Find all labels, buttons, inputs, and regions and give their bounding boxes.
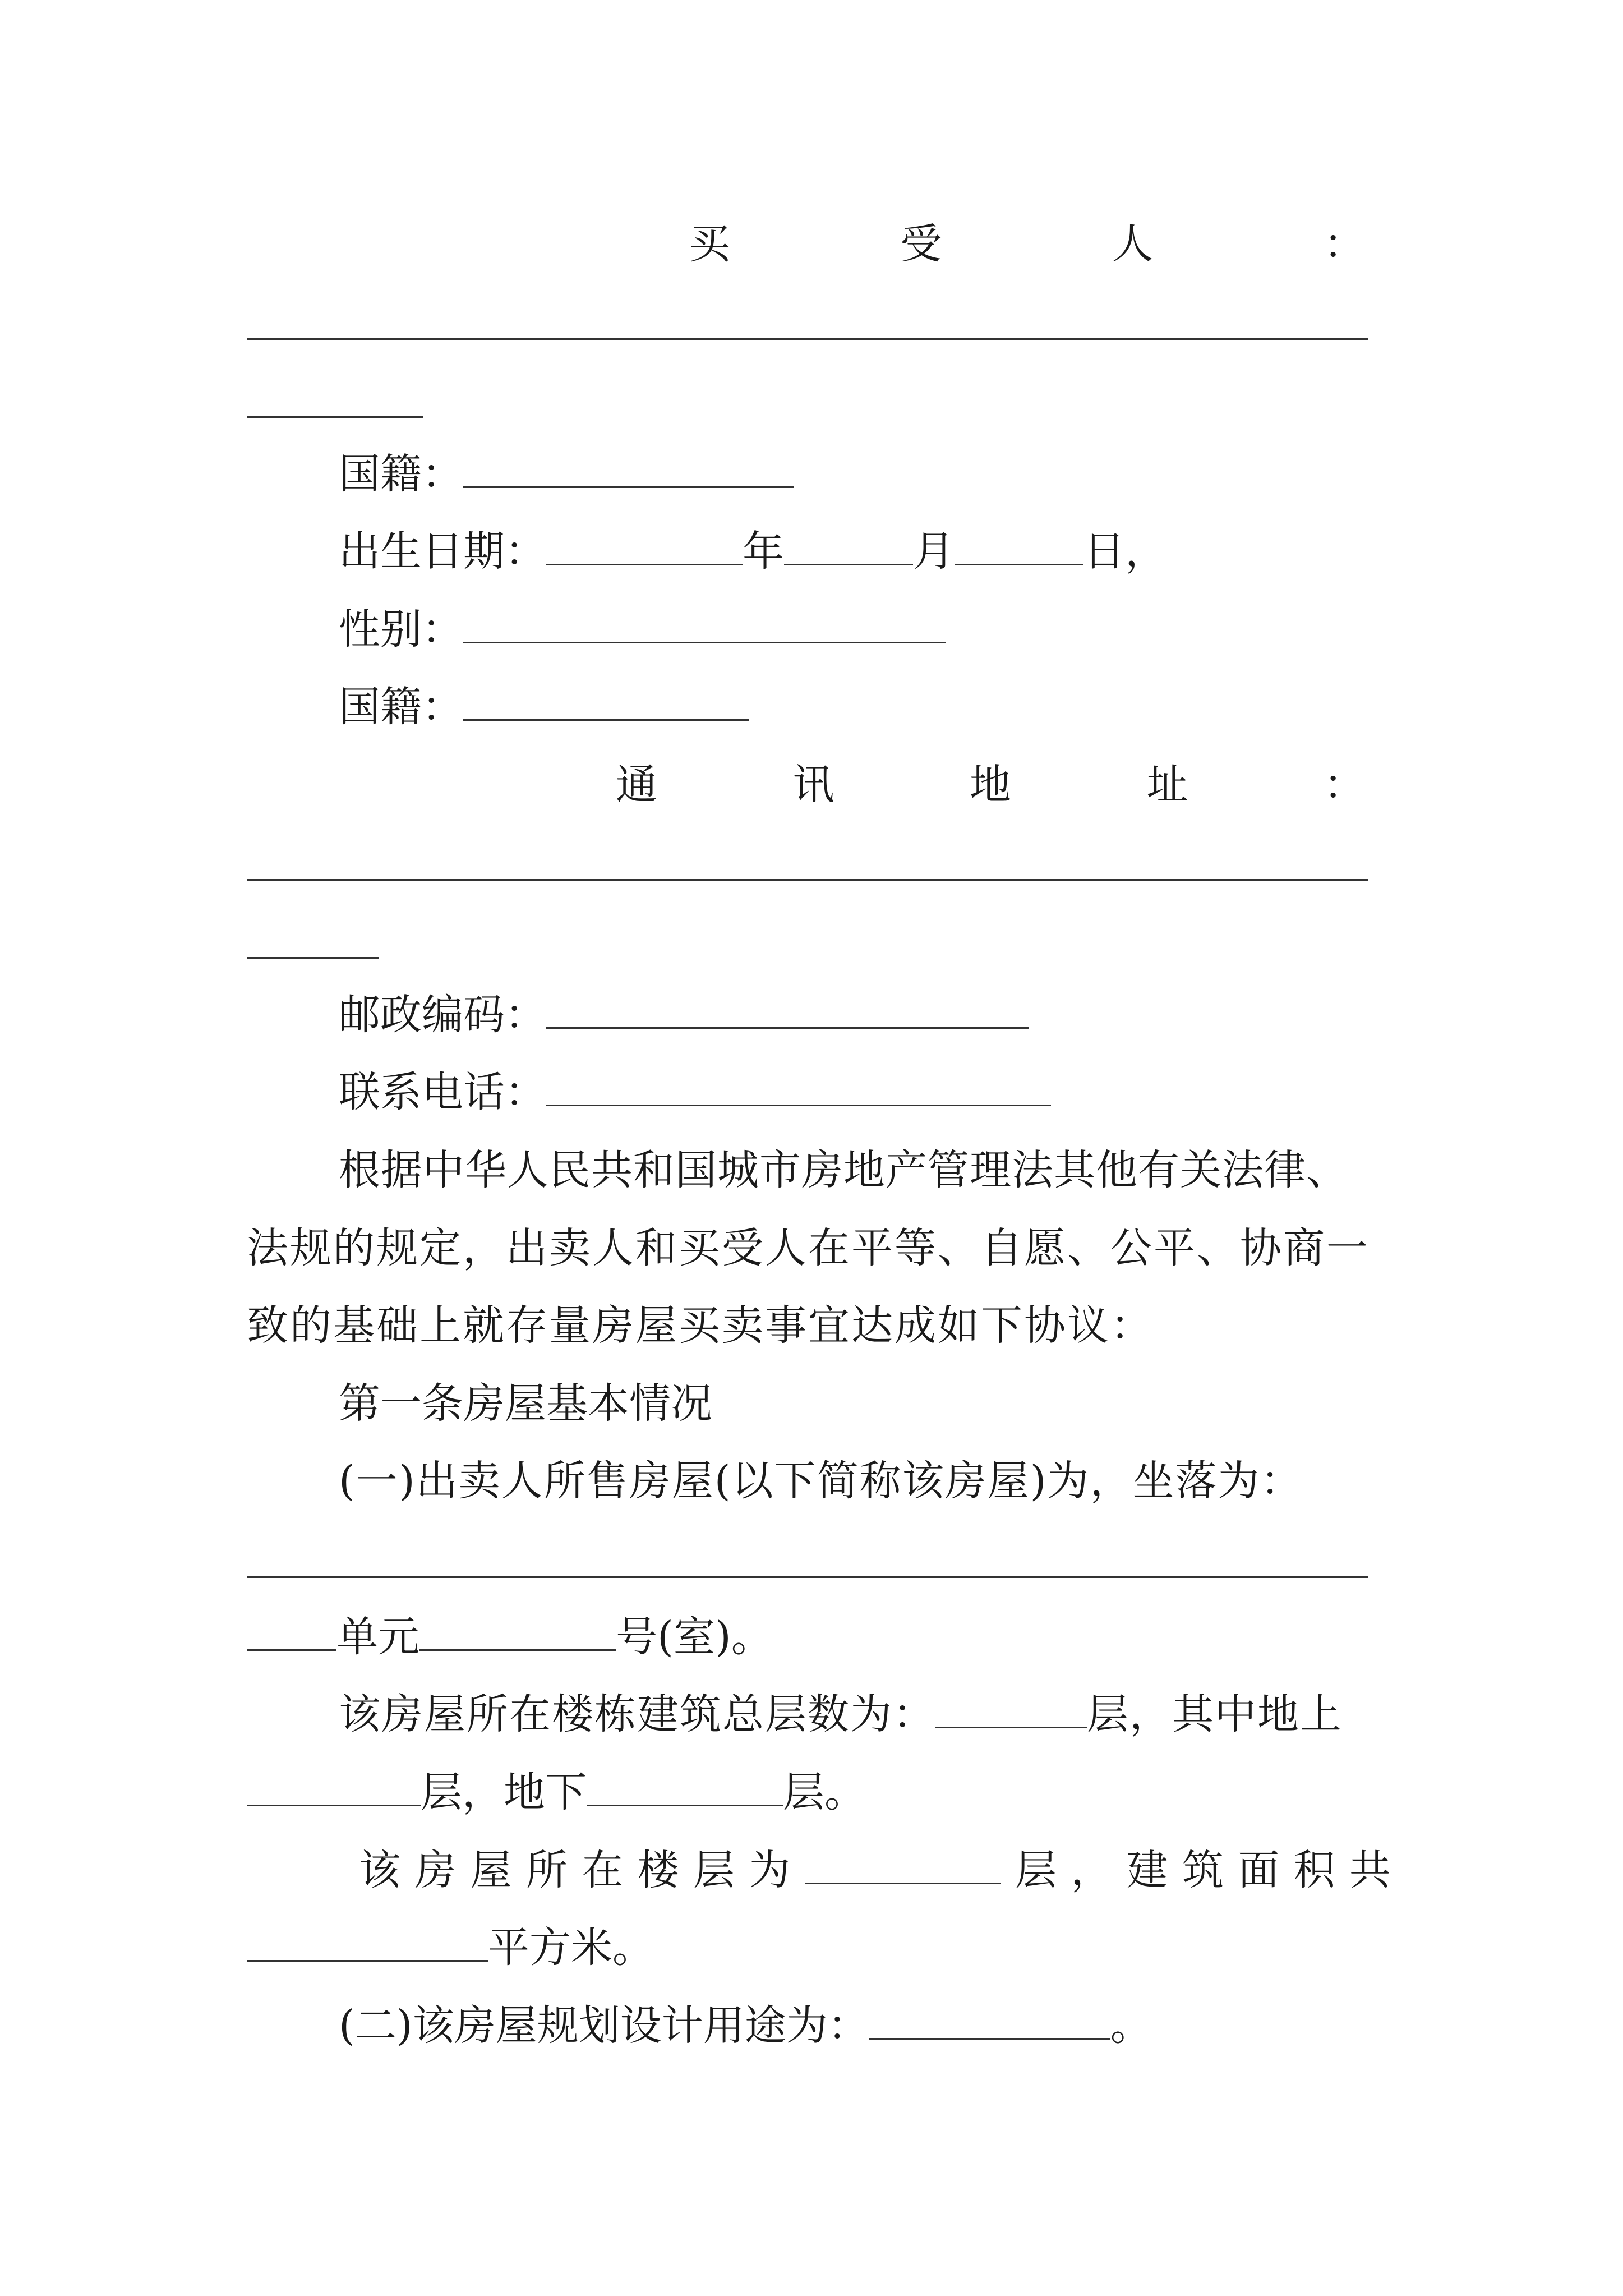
usage-suffix: 。 (1110, 2001, 1152, 2050)
area-row (247, 1920, 654, 1976)
buyer-char: 受 (900, 220, 942, 268)
floor-char: 层 (693, 1846, 735, 1894)
floor-suffix-char: 积 (1293, 1846, 1335, 1894)
buyer-label (689, 216, 1365, 272)
floor-suffix-char: 面 (1238, 1846, 1280, 1894)
area-blank[interactable] (247, 1920, 488, 1962)
address-label (616, 757, 1365, 813)
postal-code-row (339, 987, 1029, 1043)
floor-char: 房 (414, 1846, 457, 1894)
buyer-char: 买 (689, 220, 730, 268)
phone-row (339, 1064, 1051, 1120)
nationality-blank[interactable] (463, 446, 794, 488)
above-ground-blank[interactable] (247, 1764, 421, 1806)
preamble-line-1: 根据中华人民共和国城市房地产管理法其他有关法律、 (339, 1146, 1348, 1194)
address-char: 地 (970, 761, 1011, 809)
birth-date-row (339, 523, 1166, 579)
address-char: 通 (616, 761, 657, 809)
birth-day-blank[interactable] (955, 523, 1083, 565)
floor-char: 为 (749, 1846, 791, 1894)
room-label: 号(室)。 (616, 1613, 773, 1661)
below-ground-blank[interactable] (587, 1764, 783, 1806)
floor-suffix-char: 筑 (1182, 1846, 1224, 1894)
address-char: 讯 (792, 761, 834, 809)
buyer-name-blank-cont[interactable] (247, 416, 423, 418)
article1-item1-line1: (一)出卖人所售房屋(以下简称该房屋)为，坐落为： (339, 1457, 1303, 1505)
postal-code-label: 邮政编码： (339, 991, 546, 1039)
phone-blank[interactable] (546, 1064, 1051, 1106)
buyer-name-blank[interactable] (247, 338, 1368, 340)
total-floors-suffix: 层，其中地上 (1087, 1690, 1343, 1738)
floor-char: 所 (525, 1846, 568, 1894)
nationality-blank[interactable] (463, 679, 749, 721)
unit-room-row (247, 1609, 773, 1665)
birth-year-blank[interactable] (546, 523, 743, 565)
floor-suffix-char: ， (1071, 1846, 1113, 1894)
floor-suffix-char: 共 (1349, 1846, 1391, 1894)
unit-blank[interactable] (247, 1609, 336, 1651)
day-label: 日， (1083, 527, 1166, 576)
floor-char: 屋 (470, 1846, 512, 1894)
below-ground-suffix: 层。 (783, 1768, 866, 1816)
article1-title: 第一条房屋基本情况 (339, 1379, 712, 1428)
gender-blank[interactable] (463, 601, 946, 643)
buyer-char: ： (1323, 220, 1365, 268)
floor-blank[interactable] (805, 1842, 1001, 1884)
usage-blank[interactable] (869, 1998, 1110, 2040)
gender-label: 性别： (339, 605, 463, 654)
floor-suffix-char: 建 (1126, 1846, 1168, 1894)
room-blank[interactable] (419, 1609, 616, 1651)
unit-label: 单元 (336, 1613, 419, 1661)
floor-char: 在 (582, 1846, 624, 1894)
phone-label: 联系电话： (339, 1068, 546, 1116)
usage-label: (二)该房屋规划设计用途为： (339, 2001, 869, 2050)
address-blank[interactable] (247, 879, 1368, 881)
birth-date-label: 出生日期： (339, 527, 546, 576)
usage-row (339, 1998, 1152, 2054)
nationality-row-1 (339, 446, 794, 502)
month-label: 月 (913, 527, 955, 576)
nationality-row-2 (339, 679, 749, 735)
nationality-label: 国籍： (339, 450, 463, 498)
location-blank[interactable] (247, 1576, 1368, 1578)
area-suffix: 平方米。 (488, 1924, 654, 1972)
total-floors-label: 该房屋所在楼栋建筑总层数为： (339, 1690, 935, 1738)
postal-code-blank[interactable] (546, 987, 1029, 1029)
buyer-char: 人 (1112, 220, 1154, 268)
floor-char: 该 (359, 1846, 400, 1894)
floor-area-row (359, 1842, 1391, 1898)
year-label: 年 (743, 527, 784, 576)
above-below-row (247, 1764, 866, 1820)
total-floors-blank[interactable] (935, 1686, 1087, 1728)
birth-month-blank[interactable] (784, 523, 913, 565)
address-char: 址 (1146, 761, 1188, 809)
preamble-line-3: 致的基础上就存量房屋买卖事宜达成如下协议： (247, 1301, 1154, 1350)
nationality-label: 国籍： (339, 683, 463, 731)
floor-suffix-char: 层 (1015, 1846, 1057, 1894)
address-char: ： (1324, 761, 1365, 809)
total-floors-row (339, 1686, 1343, 1742)
preamble-line-2: 法规的规定，出卖人和买受人在平等、自愿、公平、协商一 (247, 1224, 1370, 1272)
gender-row (339, 601, 946, 657)
above-ground-suffix: 层，地下 (421, 1768, 587, 1816)
address-blank-cont[interactable] (247, 957, 379, 959)
floor-char: 楼 (637, 1846, 679, 1894)
